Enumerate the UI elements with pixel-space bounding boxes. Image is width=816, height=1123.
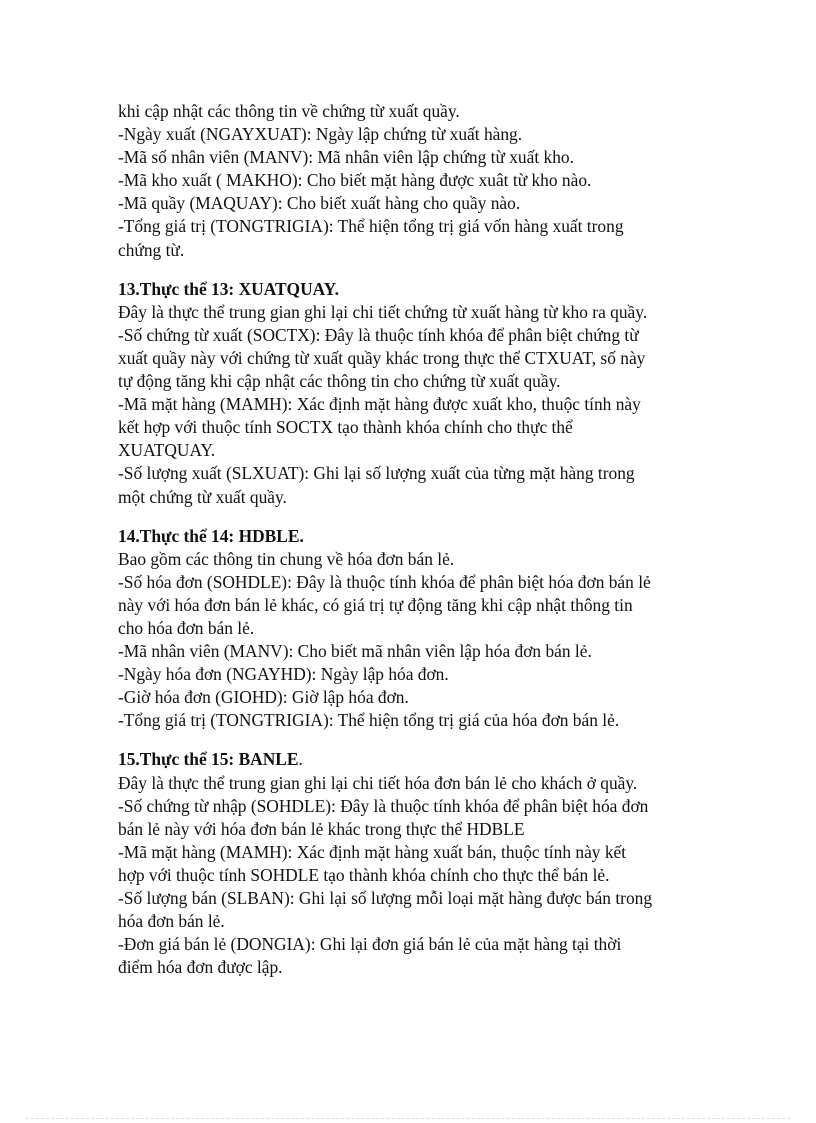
text-line: -Đơn giá bán lẻ (DONGIA): Ghi lại đơn giá bán lẻ của mặt hàng tại thời [118,934,622,955]
text-line: điểm hóa đơn được lập. [118,957,283,978]
text-line: XUATQUAY. [118,440,216,461]
text-line: Đây là thực thể trung gian ghi lại chi tiết chứng từ xuất hàng từ kho ra quầy. [118,301,648,322]
text-line: cho hóa đơn bán lẻ. [118,617,255,638]
text-line: -Giờ hóa đơn (GIOHD): Giờ lập hóa đơn. [118,687,409,708]
section-heading-line [118,748,708,771]
text-line: bán lẻ này với hóa đơn bán lẻ khác trong thực thể HDBLE [118,818,525,839]
section-continuation [118,100,708,262]
text-line: -Số chứng từ nhập (SOHDLE): Đây là thuộc tính khóa để phân biệt hóa đơn [118,795,649,816]
heading-suffix: . [298,749,303,770]
text-line: này với hóa đơn bán lẻ khác, có giá trị tự động tăng khi cập nhật thông tin [118,594,633,615]
text-line: -Mã nhân viên (MANV): Cho biết mã nhân viên lập hóa đơn bán lẻ. [118,641,592,662]
section-heading: 13.Thực thể 13: XUATQUAY. [118,278,339,299]
text-line: chứng từ. [118,239,185,260]
text-line: Đây là thực thể trung gian ghi lại chi tiết hóa đơn bán lẻ cho khách ở quầy. [118,772,638,793]
text-line: -Số lượng bán (SLBAN): Ghi lại số lượng mỗi loại mặt hàng được bán trong [118,888,653,908]
text-line: -Tổng giá trị (TONGTRIGIA): Thể hiện tổng trị giá của hóa đơn bán lẻ. [118,710,620,731]
text-line: -Tổng giá trị (TONGTRIGIA): Thể hiện tổng trị giá vốn hàng xuất trong [118,216,624,237]
text-line: hợp với thuộc tính SOHDLE tạo thành khóa chính cho thực thể bán lẻ. [118,864,610,885]
paragraph-gap [118,262,708,278]
text-line: một chứng từ xuất quầy. [118,486,287,507]
text-line: -Số hóa đơn (SOHDLE): Đây là thuộc tính khóa để phân biệt hóa đơn bán lẻ [118,571,651,592]
text-line: -Ngày hóa đơn (NGAYHD): Ngày lập hóa đơn. [118,664,449,685]
document-body [118,100,708,979]
text-line: khi cập nhật các thông tin về chứng từ xuất quầy. [118,101,460,121]
section-13 [118,278,708,509]
page-bottom-divider [26,1118,790,1119]
text-line: -Số chứng từ xuất (SOCTX): Đây là thuộc tính khóa để phân biệt chứng từ [118,324,639,345]
section-14 [118,525,708,733]
text-line: -Mã quầy (MAQUAY): Cho biết xuất hàng cho quầy nào. [118,193,521,214]
text-line: tự động tăng khi cập nhật các thông tin cho chứng từ xuất quầy. [118,371,561,392]
text-line: -Mã mặt hàng (MAMH): Xác định mặt hàng được xuất kho, thuộc tính này [118,394,641,415]
text-line: xuất quầy này với chứng từ xuất quầy khác trong thực thể CTXUAT, số này [118,347,646,368]
text-line: -Mã số nhân viên (MANV): Mã nhân viên lập chứng từ xuất kho. [118,147,574,168]
section-heading: 14.Thực thể 14: HDBLE. [118,525,304,546]
text-line: -Mã mặt hàng (MAMH): Xác định mặt hàng xuất bán, thuộc tính này kết [118,841,627,862]
text-line: -Số lượng xuất (SLXUAT): Ghi lại số lượng xuất của từng mặt hàng trong [118,463,635,484]
text-line: Bao gồm các thông tin chung về hóa đơn bán lẻ. [118,548,455,569]
text-line: kết hợp với thuộc tính SOCTX tạo thành khóa chính cho thực thể [118,417,573,438]
section-heading: 15.Thực thể 15: BANLE [118,749,299,770]
text-line: hóa đơn bán lẻ. [118,911,225,932]
text-line: -Mã kho xuất ( MAKHO): Cho biết mặt hàng được xuât từ kho nào. [118,170,592,191]
text-line: -Ngày xuất (NGAYXUAT): Ngày lập chứng từ xuất hàng. [118,124,523,145]
paragraph-gap [118,509,708,525]
section-15 [118,748,708,979]
paragraph-gap [118,732,708,748]
